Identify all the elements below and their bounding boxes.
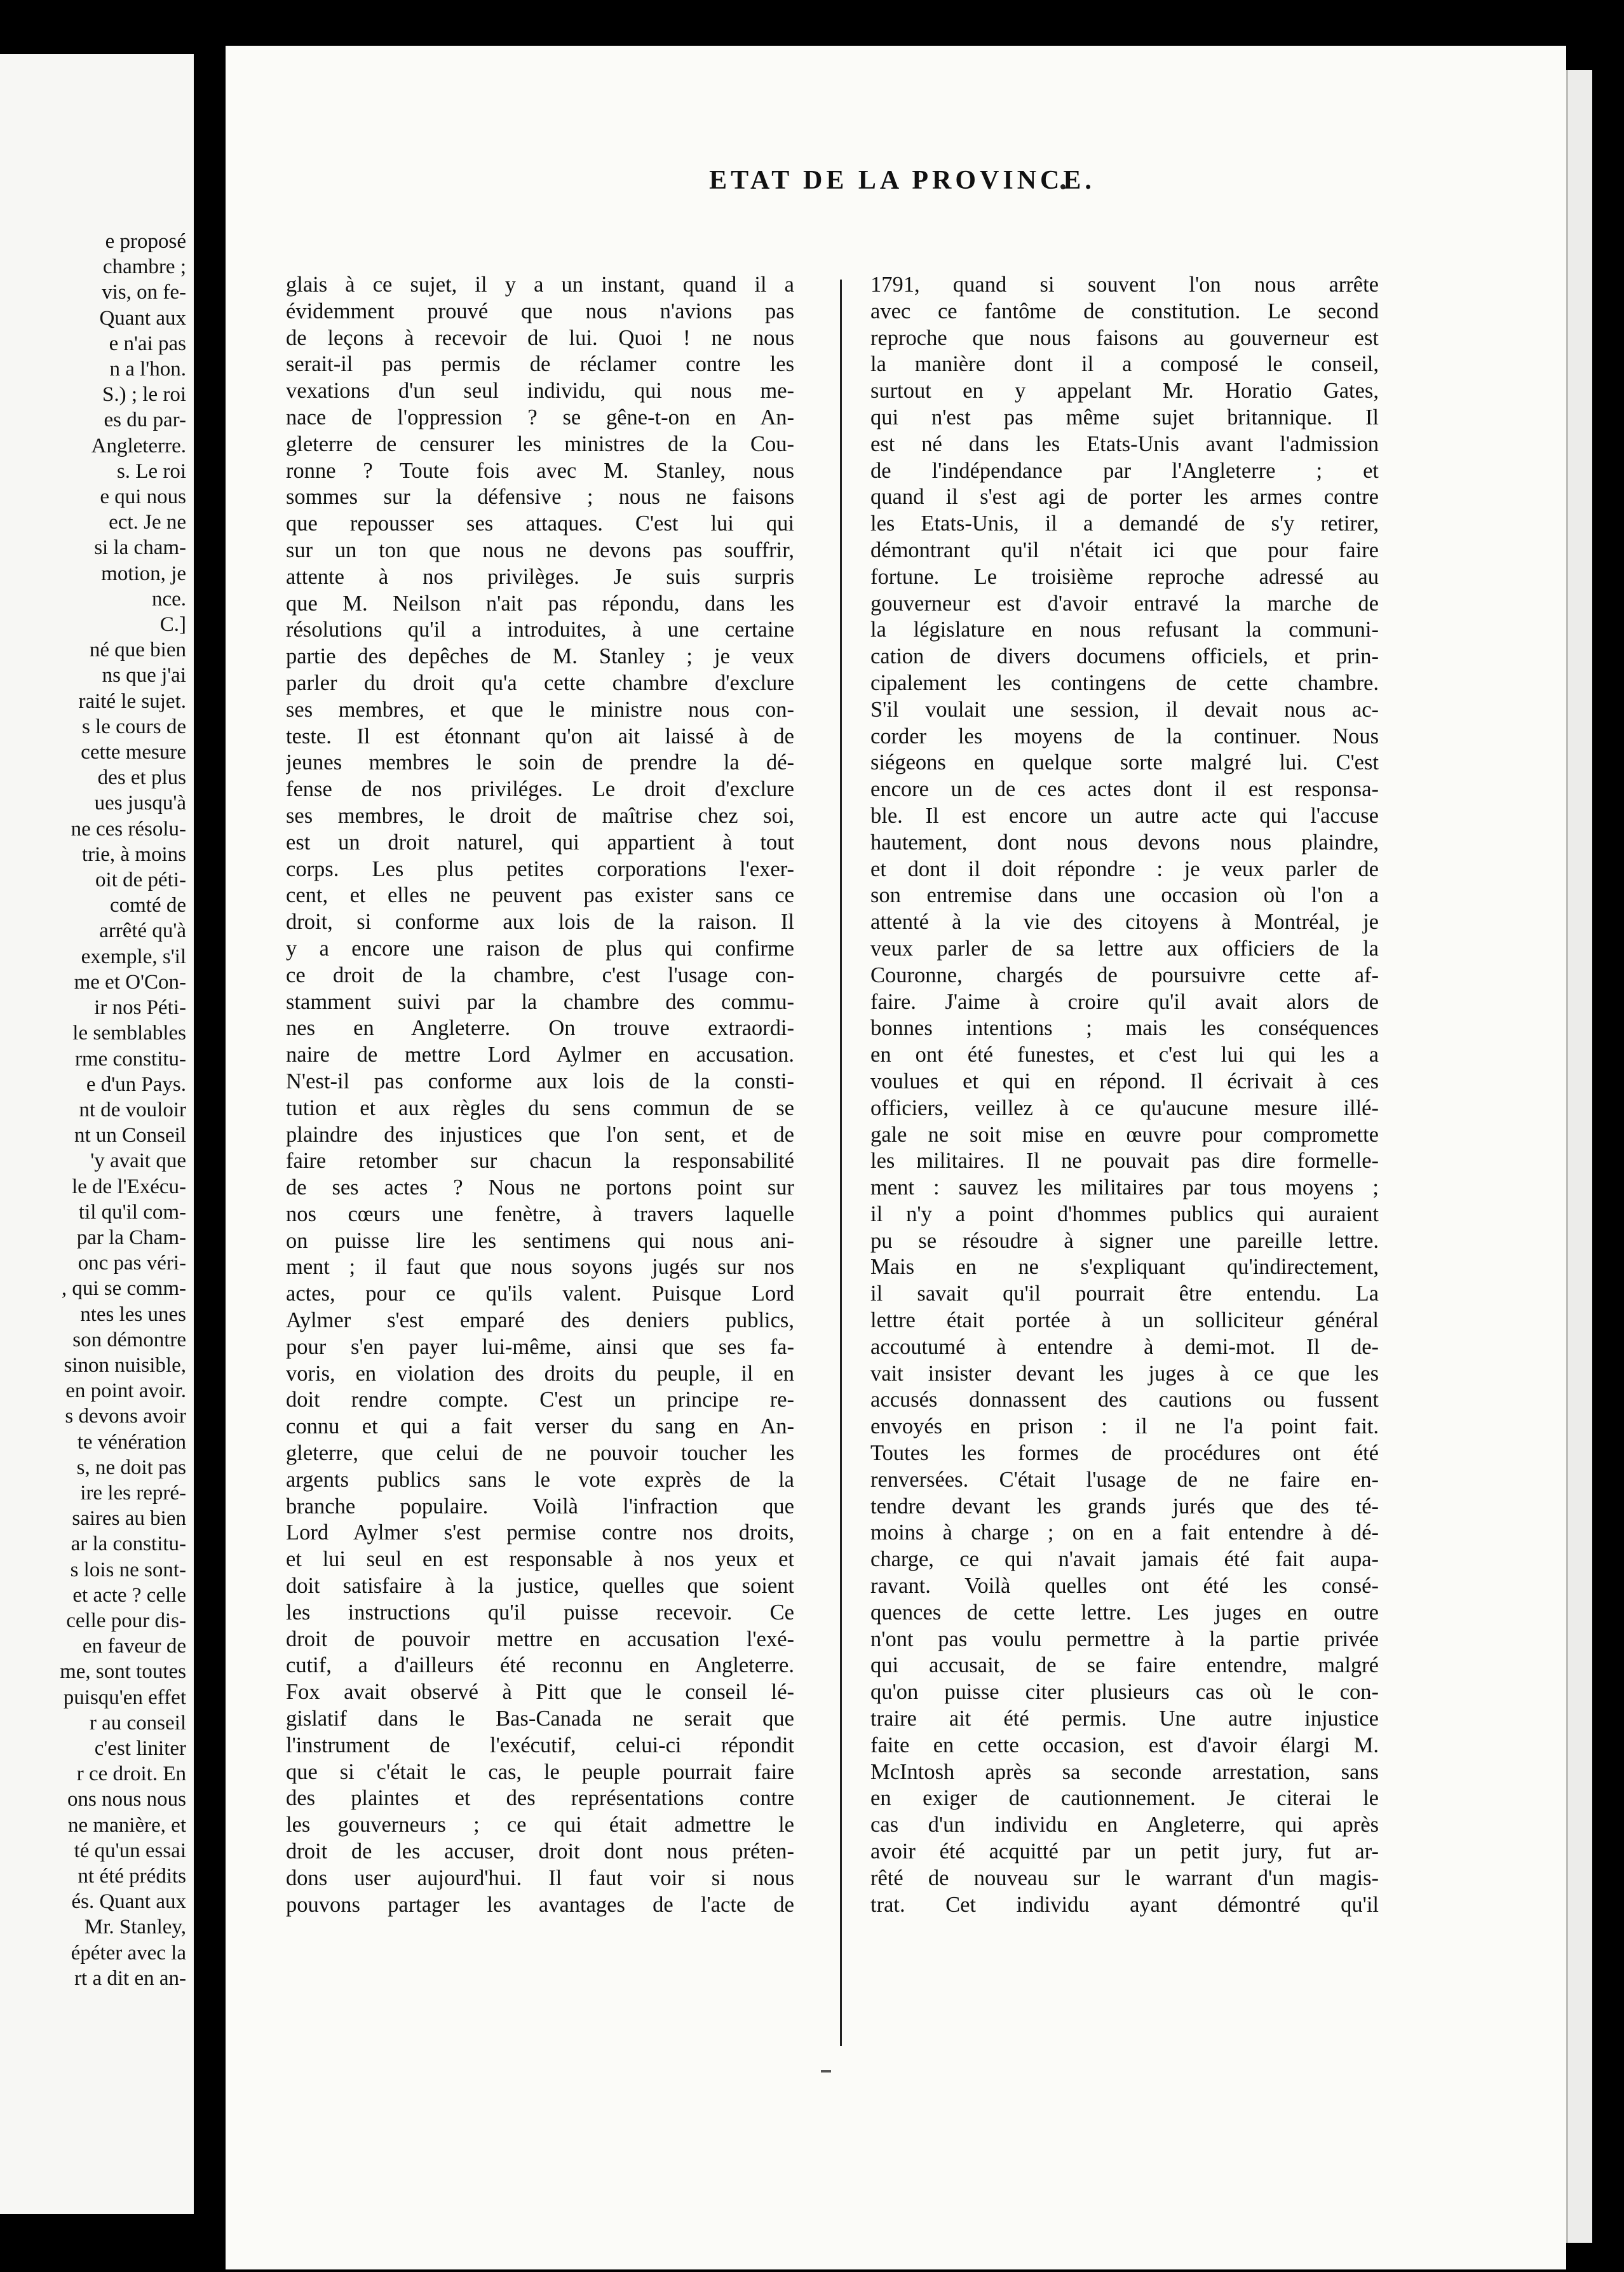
- text-line: gleterre, que celui de ne pouvoir toucher les: [286, 1441, 794, 1466]
- previous-page-line: par la Cham-: [76, 1226, 186, 1249]
- text-line: argents publics sans le vote exprès de la: [286, 1467, 794, 1492]
- previous-page-line: son démontre: [72, 1328, 186, 1351]
- previous-page-line: , qui se comm-: [61, 1277, 186, 1301]
- previous-page-line: Mr. Stanley,: [84, 1916, 186, 1939]
- text-line: bonnes intentions ; mais les conséquences: [870, 1016, 1379, 1041]
- text-line: son entremise dans une occasion où l'on a: [870, 883, 1379, 908]
- running-head: ETAT DE LA PROVINCE.: [709, 166, 1095, 195]
- text-line: Aylmer s'est emparé des deniers publics,: [286, 1308, 794, 1333]
- previous-page-line: nt été prédits: [78, 1865, 186, 1888]
- text-line: des plaintes et des représentations contre: [286, 1786, 794, 1811]
- text-line: on puisse lire les sentimens qui nous ani-: [286, 1228, 794, 1253]
- previous-page-line: exemple, s'il: [81, 945, 186, 968]
- text-line: Fox avait observé à Pitt que le conseil lé-: [286, 1680, 794, 1705]
- text-line: partie des depêches de M. Stanley ; je veux: [286, 644, 794, 669]
- text-line: branche populaire. Voilà l'infraction que: [286, 1494, 794, 1518]
- text-line: ble. Il est encore un autre acte qui l'accuse: [870, 803, 1379, 828]
- previous-page-line: til qu'il com-: [78, 1200, 186, 1224]
- previous-page-line: rt a dit en an-: [74, 1966, 186, 1990]
- text-line: la manière dont il a composé le conseil,: [870, 352, 1379, 377]
- text-line: est un droit naturel, qui appartient à tout: [286, 830, 794, 855]
- previous-page-line: ire les repré-: [80, 1481, 186, 1505]
- previous-page-line: arrêté qu'à: [99, 919, 186, 943]
- previous-page-line: s devons avoir: [65, 1405, 186, 1428]
- text-line: reproche que nous faisons au gouverneur est: [870, 325, 1379, 350]
- previous-page-line: rme constitu-: [74, 1047, 186, 1071]
- text-line: corder les moyens de la continuer. Nous: [870, 724, 1379, 748]
- text-line: moins à charge ; on en a fait entendre à dé-: [870, 1520, 1379, 1545]
- text-line: est né dans les Etats-Unis avant l'admission: [870, 431, 1379, 456]
- text-line: qu'on puisse citer plusieurs cas où le con-: [870, 1680, 1379, 1705]
- text-line: voris, en violation des droits du peuple, il en: [286, 1361, 794, 1386]
- previous-page-line: le de l'Exécu-: [71, 1175, 186, 1198]
- previous-page-line: me, sont toutes: [60, 1660, 186, 1684]
- text-line: cent, et elles ne peuvent pas exister sans ce: [286, 883, 794, 908]
- previous-page-line: né que bien: [89, 639, 186, 662]
- text-line: démontrant qu'il n'était ici que pour faire: [870, 538, 1379, 562]
- previous-page-line: comté de: [109, 894, 186, 917]
- text-line: Mais en ne s'expliquant qu'indirectement,: [870, 1255, 1379, 1280]
- previous-page-line: n a l'hon.: [109, 358, 186, 381]
- previous-page-line: es du par-: [104, 409, 186, 432]
- previous-page-line: ect. Je ne: [109, 511, 186, 534]
- text-line: quand il s'est agi de porter les armes contre: [870, 485, 1379, 510]
- previous-page-line: Quant aux: [99, 306, 186, 330]
- text-line: veux parler de sa lettre aux officiers de la: [870, 936, 1379, 961]
- previous-page-line: r au conseil: [89, 1711, 186, 1734]
- previous-page-line: sinon nuisible,: [64, 1353, 186, 1377]
- text-line: que repousser ses attaques. C'est lui qui: [286, 511, 794, 536]
- text-line: doit rendre compte. C'est un principe re-: [286, 1388, 794, 1412]
- text-line: corps. Les plus petites corporations l'exer-: [286, 856, 794, 881]
- previous-page-line: le semblables: [72, 1022, 186, 1045]
- text-line: cipalement les contingens de cette chambre.: [870, 670, 1379, 695]
- previous-page-line: e proposé: [105, 230, 186, 253]
- previous-page-line: 'y avait que: [90, 1149, 186, 1173]
- text-line: résolutions qu'il a introduites, à une certaine: [286, 618, 794, 642]
- text-line: voulues et qui en répond. Il écrivait à ces: [870, 1069, 1379, 1093]
- text-line: encore un de ces actes dont il est responsa-: [870, 777, 1379, 802]
- text-line: faire. J'aime à croire qu'il avait alors de: [870, 989, 1379, 1014]
- text-line: ravant. Voilà quelles ont été les consé-: [870, 1574, 1379, 1599]
- text-line: pouvons partager les avantages de l'acte de: [286, 1892, 794, 1917]
- text-line: l'instrument de l'exécutif, celui-ci répondit: [286, 1733, 794, 1757]
- text-line: qui n'est pas même sujet britannique. Il: [870, 405, 1379, 429]
- text-line: ses membres, le droit de maîtrise chez soi,: [286, 803, 794, 828]
- previous-page-line: s le cours de: [81, 715, 186, 738]
- text-line: Couronne, chargés de poursuivre cette af-: [870, 963, 1379, 987]
- previous-page-line: chambre ;: [102, 255, 186, 279]
- text-line: la législature en nous refusant la communi-: [870, 618, 1379, 642]
- text-line: naire de mettre Lord Aylmer en accusation.: [286, 1043, 794, 1067]
- text-line: y a encore une raison de plus qui confirme: [286, 936, 794, 961]
- footer-mark: [821, 2070, 831, 2073]
- text-line: pu se résoudre à signer une pareille lettre.: [870, 1228, 1379, 1253]
- previous-page-line: ir nos Péti-: [94, 996, 186, 1020]
- text-line: connu et qui a fait verser du sang en An-: [286, 1414, 794, 1439]
- text-line: nace de l'oppression ? se gêne-t-on en An-: [286, 405, 794, 429]
- previous-page-line: épéter avec la: [71, 1941, 186, 1964]
- text-line: et lui seul en est responsable à nos yeux et: [286, 1547, 794, 1572]
- text-line: pour s'en payer lui-même, ainsi que ses fa-: [286, 1334, 794, 1359]
- text-line: ment ; il faut que nous soyons jugés sur nos: [286, 1255, 794, 1280]
- page-edge: [1566, 70, 1592, 2243]
- text-line: les militaires. Il ne pouvait pas dire formelle-: [870, 1149, 1379, 1173]
- text-line: S'il voulait une session, il devait nous ac-: [870, 697, 1379, 722]
- text-line: de ses actes ? Nous ne portons point sur: [286, 1175, 794, 1200]
- previous-page-line: S.) ; le roi: [102, 383, 186, 407]
- text-line: gleterre de censurer les ministres de la Cou-: [286, 431, 794, 456]
- text-line: faire retomber sur chacun la responsabilité: [286, 1149, 794, 1173]
- text-line: ronne ? Toute fois avec M. Stanley, nous: [286, 458, 794, 483]
- text-line: vait insister devant les juges à ce que les: [870, 1361, 1379, 1386]
- text-line: ment : sauvez les militaires par tous moyens ;: [870, 1175, 1379, 1200]
- text-line: que si c'était le cas, le peuple pourrait faire: [286, 1759, 794, 1784]
- text-line: parler du droit qu'a cette chambre d'exclure: [286, 670, 794, 695]
- text-line: Lord Aylmer s'est permise contre nos droits,: [286, 1520, 794, 1545]
- text-line: gouverneur est d'avoir entravé la marche de: [870, 591, 1379, 616]
- previous-page-line: onc pas véri-: [78, 1252, 186, 1275]
- previous-page-line: s. Le roi: [116, 459, 186, 483]
- previous-page-line: saires au bien: [72, 1507, 186, 1531]
- text-line: les Etats-Unis, il a demandé de s'y retirer,: [870, 511, 1379, 536]
- text-line: doit satisfaire à la justice, quelles que soient: [286, 1574, 794, 1599]
- previous-page-line: des et plus: [97, 766, 186, 790]
- column-rule: [840, 280, 842, 2046]
- previous-page-line: ne ces résolu-: [71, 817, 186, 841]
- text-line: cutif, a d'ailleurs été reconnu en Angleterre.: [286, 1653, 794, 1678]
- previous-page-line: s, ne doit pas: [76, 1456, 186, 1479]
- previous-page-line: ues jusqu'à: [94, 792, 186, 815]
- text-line: tendre devant les grands jurés que des té-: [870, 1494, 1379, 1518]
- text-line: jeunes membres le soin de prendre la dé-: [286, 750, 794, 775]
- text-line: qui accusait, de se faire entendre, malgré: [870, 1653, 1379, 1678]
- text-column-left: [286, 272, 794, 1918]
- previous-page-line: en faveur de: [82, 1635, 186, 1658]
- text-line: actes, pour ce qu'ils valent. Puisque Lord: [286, 1281, 794, 1306]
- text-line: il n'y a point d'hommes publics qui auraient: [870, 1201, 1379, 1226]
- previous-page-line: me et O'Con-: [74, 970, 186, 994]
- text-line: surtout en y appelant Mr. Horatio Gates,: [870, 379, 1379, 403]
- previous-page-line: e n'ai pas: [109, 332, 186, 355]
- previous-page-line: motion, je: [101, 562, 186, 585]
- previous-page-line: trie, à moins: [81, 842, 186, 866]
- text-line: cation de divers documens officiels, et prin-: [870, 644, 1379, 669]
- previous-page-line: Angleterre.: [91, 434, 186, 457]
- text-line: lettre était portée à un solliciteur général: [870, 1308, 1379, 1333]
- previous-page-line: c'est liniter: [94, 1736, 186, 1760]
- text-line: fortune. Le troisième reproche adressé au: [870, 564, 1379, 589]
- text-line: droit, si conforme aux lois de la raison. Il: [286, 910, 794, 935]
- text-line: de leçons à recevoir de lui. Quoi ! ne nous: [286, 325, 794, 350]
- text-line: ce droit de la chambre, c'est l'usage con-: [286, 963, 794, 987]
- text-line: vexations d'un seul individu, qui nous me-: [286, 379, 794, 403]
- previous-page-line: ns que j'ai: [102, 664, 186, 687]
- previous-page-line: oit de péti-: [95, 869, 186, 892]
- text-line: nos cœurs une fenètre, à travers laquelle: [286, 1201, 794, 1226]
- previous-page-line: en point avoir.: [65, 1379, 186, 1403]
- text-line: faite en cette occasion, est d'avoir élargi M.: [870, 1733, 1379, 1757]
- previous-page-line: és. Quant aux: [71, 1890, 186, 1914]
- text-line: trat. Cet individu ayant démontré qu'il: [870, 1892, 1379, 1917]
- text-line: tution et aux règles du sens commun de se: [286, 1095, 794, 1120]
- previous-page-line: s lois ne sont-: [70, 1558, 186, 1581]
- text-line: gale ne soit mise en œuvre pour compromette: [870, 1122, 1379, 1147]
- text-line: droit de pouvoir mettre en accusation l'exé-: [286, 1626, 794, 1651]
- text-line: sur un ton que nous ne devons pas souffrir,: [286, 538, 794, 562]
- text-line: attenté à la vie des citoyens à Montréal, je: [870, 910, 1379, 935]
- previous-page-text: [2, 229, 186, 1991]
- text-line: et dont il doit répondre : je veux parler de: [870, 856, 1379, 881]
- text-line: accoutumé à entendre à demi-mot. Il de-: [870, 1334, 1379, 1359]
- text-line: droit de les accuser, droit dont nous préten-: [286, 1839, 794, 1864]
- text-line: charge, ce qui n'avait jamais été fait aupa-: [870, 1547, 1379, 1572]
- previous-page-line: si la cham-: [94, 536, 186, 560]
- text-line: dons user aujourd'hui. Il faut voir si nous: [286, 1865, 794, 1890]
- previous-page-line: ne manière, et: [68, 1813, 186, 1837]
- text-line: officiers, veillez à ce qu'aucune mesure illé-: [870, 1095, 1379, 1120]
- previous-page-line: puisqu'en effet: [63, 1686, 186, 1709]
- text-line: hautement, dont nous devons nous plaindre,: [870, 830, 1379, 855]
- text-line: les gouverneurs ; ce qui était admettre le: [286, 1813, 794, 1837]
- text-line: de l'indépendance par l'Angleterre ; et: [870, 458, 1379, 483]
- text-line: il savait qu'il pourrait être entendu. La: [870, 1281, 1379, 1306]
- text-line: quences de cette lettre. Les juges en outre: [870, 1600, 1379, 1625]
- text-line: serait-il pas permis de réclamer contre les: [286, 352, 794, 377]
- previous-page-line: nce.: [151, 587, 186, 611]
- previous-page-line: ntes les unes: [80, 1302, 186, 1326]
- text-line: envoyés en prison : il ne l'a point fait.: [870, 1414, 1379, 1439]
- text-line: accusés donnassent des cautions ou fussent: [870, 1388, 1379, 1412]
- text-line: en exiger de cautionnement. Je citerai le: [870, 1786, 1379, 1811]
- text-line: avoir été acquitté par un petit jury, fut ar-: [870, 1839, 1379, 1864]
- previous-page-line: e d'un Pays.: [86, 1072, 186, 1096]
- previous-page-line: vis, on fe-: [102, 281, 186, 304]
- previous-page-line: ar la constitu-: [71, 1532, 186, 1556]
- previous-page-line: ons nous nous: [67, 1788, 186, 1811]
- text-line: n'ont pas voulu permettre à la partie privée: [870, 1626, 1379, 1651]
- text-line: traire ait été permis. Une autre injustice: [870, 1707, 1379, 1731]
- text-line: nes en Angleterre. On trouve extraordi-: [286, 1016, 794, 1041]
- previous-page-line: nt un Conseil: [74, 1124, 186, 1147]
- previous-page-fragment: [0, 54, 194, 2214]
- previous-page-line: r ce droit. En: [76, 1762, 186, 1786]
- text-line: gislatif dans le Bas-Canada ne serait que: [286, 1707, 794, 1731]
- previous-page-line: celle pour dis-: [66, 1609, 186, 1632]
- previous-page-line: nt de vouloir: [79, 1098, 186, 1121]
- text-line: fense de nos priviléges. Le droit d'exclure: [286, 777, 794, 802]
- previous-page-line: raité le sujet.: [78, 689, 186, 713]
- previous-page-line: cette mesure: [81, 741, 186, 764]
- text-line: teste. Il est étonnant qu'on ait laissé à de: [286, 724, 794, 748]
- text-line: ses membres, et que le ministre nous con-: [286, 697, 794, 722]
- text-line: avec ce fantôme de constitution. Le second: [870, 299, 1379, 323]
- previous-page-line: té qu'un essai: [74, 1839, 186, 1862]
- text-line: Toutes les formes de procédures ont été: [870, 1441, 1379, 1466]
- text-line: cas d'un individu en Angleterre, qui après: [870, 1813, 1379, 1837]
- text-line: que M. Neilson n'ait pas répondu, dans les: [286, 591, 794, 616]
- text-line: rêté de nouveau sur le warrant d'un magis-: [870, 1865, 1379, 1890]
- text-line: siégeons en quelque sorte malgré lui. C'est: [870, 750, 1379, 775]
- text-line: en ont été funestes, et c'est lui qui les a: [870, 1043, 1379, 1067]
- previous-page-line: te vénération: [77, 1430, 186, 1454]
- text-line: les instructions qu'il puisse recevoir. Ce: [286, 1600, 794, 1625]
- text-line: 1791, quand si souvent l'on nous arrête: [870, 273, 1379, 297]
- text-line: McIntosh après sa seconde arrestation, sans: [870, 1759, 1379, 1784]
- text-line: N'est-il pas conforme aux lois de la consti-: [286, 1069, 794, 1093]
- text-line: renversées. C'était l'usage de ne faire en-: [870, 1467, 1379, 1492]
- text-line: sommes sur la défensive ; nous ne faisons: [286, 485, 794, 510]
- text-line: plaindre des injustices que l'on sent, et de: [286, 1122, 794, 1147]
- text-column-right: [870, 272, 1379, 1918]
- previous-page-line: e qui nous: [100, 485, 186, 509]
- previous-page-line: et acte ? celle: [72, 1583, 186, 1607]
- text-line: attente à nos privilèges. Je suis surpris: [286, 564, 794, 589]
- text-line: stamment suivi par la chambre des commu-: [286, 989, 794, 1014]
- previous-page-line: C.]: [159, 613, 186, 637]
- text-line: évidemment prouvé que nous n'avions pas: [286, 299, 794, 323]
- text-line: glais à ce sujet, il y a un instant, quand il a: [286, 273, 794, 297]
